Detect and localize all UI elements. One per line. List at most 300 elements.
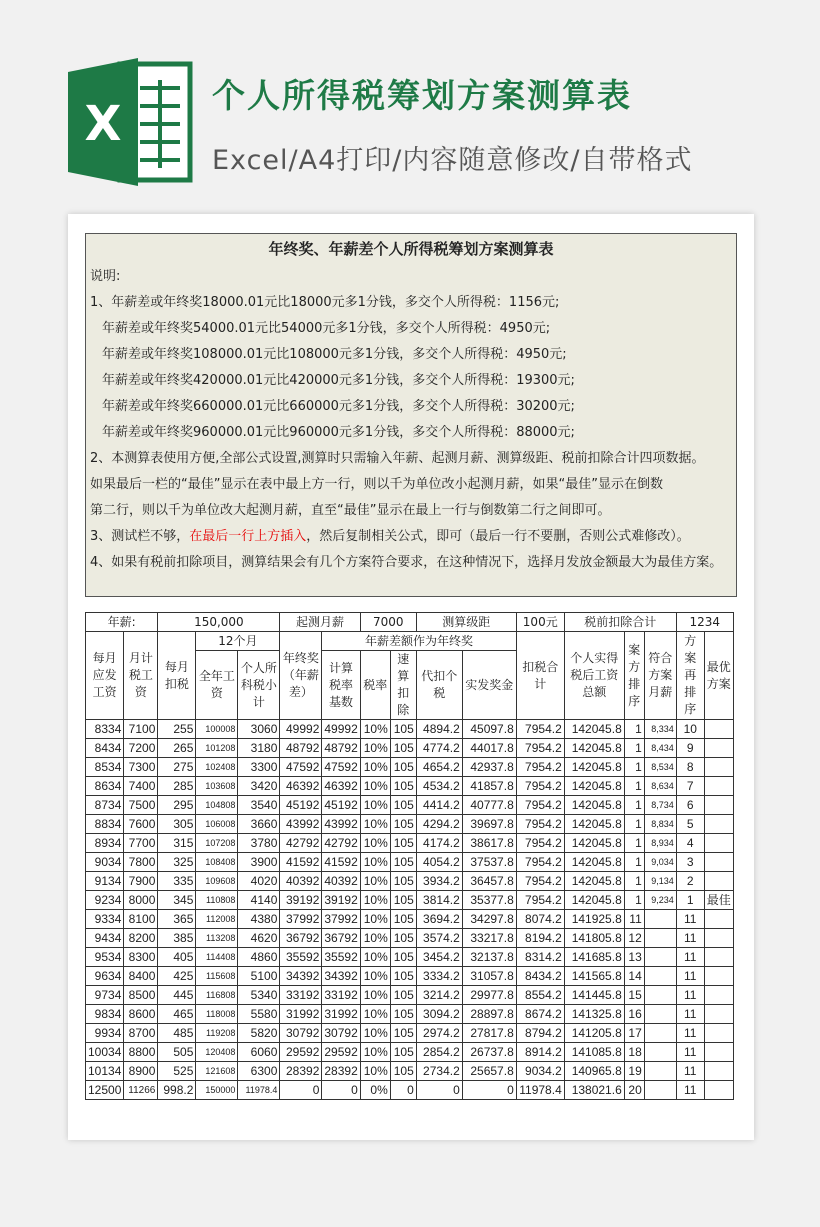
table-cell[interactable]: 37992 — [280, 910, 322, 929]
table-cell[interactable]: 29592 — [280, 1043, 322, 1062]
table-cell[interactable]: 0% — [360, 1081, 390, 1100]
table-cell[interactable]: 8914.2 — [516, 1043, 564, 1062]
table-cell[interactable]: 315 — [158, 834, 196, 853]
table-cell[interactable]: 34392 — [280, 967, 322, 986]
table-cell[interactable]: 36792 — [322, 929, 360, 948]
table-cell[interactable]: 112008 — [196, 910, 238, 929]
table-cell[interactable]: 4020 — [238, 872, 280, 891]
table-cell[interactable]: 33192 — [322, 986, 360, 1005]
table-cell[interactable]: 113208 — [196, 929, 238, 948]
table-cell[interactable]: 10% — [360, 796, 390, 815]
table-cell[interactable]: 49992 — [322, 720, 360, 739]
table-cell[interactable] — [644, 967, 676, 986]
table-cell[interactable]: 1 — [624, 796, 644, 815]
table-cell[interactable]: 103608 — [196, 777, 238, 796]
table-cell[interactable]: 7600 — [124, 815, 158, 834]
table-cell[interactable]: 11 — [676, 1081, 704, 1100]
table-cell[interactable]: 4894.2 — [416, 720, 462, 739]
table-cell[interactable]: 11 — [676, 1024, 704, 1043]
table-cell[interactable]: 11 — [624, 910, 644, 929]
table-cell[interactable]: 7100 — [124, 720, 158, 739]
table-cell[interactable]: 0 — [462, 1081, 516, 1100]
table-cell[interactable]: 8,334 — [644, 720, 676, 739]
table-cell[interactable]: 485 — [158, 1024, 196, 1043]
table-cell[interactable]: 9134 — [86, 872, 124, 891]
table-cell[interactable]: 3780 — [238, 834, 280, 853]
table-cell[interactable] — [704, 1081, 733, 1100]
table-cell[interactable]: 34392 — [322, 967, 360, 986]
table-cell[interactable]: 105 — [390, 720, 416, 739]
table-cell[interactable]: 425 — [158, 967, 196, 986]
table-cell[interactable]: 39697.8 — [462, 815, 516, 834]
table-cell[interactable]: 141565.8 — [564, 967, 624, 986]
table-cell[interactable]: 140965.8 — [564, 1062, 624, 1081]
table-cell[interactable]: 108408 — [196, 853, 238, 872]
table-cell[interactable]: 9 — [676, 739, 704, 758]
table-cell[interactable]: 1 — [624, 872, 644, 891]
table-cell[interactable]: 109608 — [196, 872, 238, 891]
table-cell[interactable] — [644, 1062, 676, 1081]
table-cell[interactable]: 9834 — [86, 1005, 124, 1024]
table-cell[interactable] — [704, 872, 733, 891]
table-cell[interactable]: 105 — [390, 1062, 416, 1081]
table-cell[interactable] — [704, 948, 733, 967]
table-cell[interactable]: 最佳 — [704, 891, 733, 910]
table-cell[interactable]: 8634 — [86, 777, 124, 796]
table-cell[interactable]: 105 — [390, 777, 416, 796]
table-cell[interactable] — [704, 815, 733, 834]
table-cell[interactable]: 3214.2 — [416, 986, 462, 1005]
table-cell[interactable]: 5340 — [238, 986, 280, 1005]
table-cell[interactable]: 255 — [158, 720, 196, 739]
table-cell[interactable]: 10134 — [86, 1062, 124, 1081]
table-cell[interactable]: 8534 — [86, 758, 124, 777]
table-cell[interactable]: 3454.2 — [416, 948, 462, 967]
table-cell[interactable]: 141445.8 — [564, 986, 624, 1005]
table-cell[interactable]: 10% — [360, 777, 390, 796]
table-cell[interactable]: 9,134 — [644, 872, 676, 891]
table-cell[interactable]: 25657.8 — [462, 1062, 516, 1081]
table-cell[interactable]: 39192 — [280, 891, 322, 910]
table-cell[interactable]: 45192 — [322, 796, 360, 815]
table-cell[interactable] — [704, 739, 733, 758]
table-cell[interactable]: 26737.8 — [462, 1043, 516, 1062]
table-cell[interactable]: 8900 — [124, 1062, 158, 1081]
table-cell[interactable]: 11266 — [124, 1081, 158, 1100]
table-cell[interactable]: 335 — [158, 872, 196, 891]
table-cell[interactable] — [704, 720, 733, 739]
table-cell[interactable]: 45097.8 — [462, 720, 516, 739]
table-cell[interactable]: 141805.8 — [564, 929, 624, 948]
table-cell[interactable]: 33217.8 — [462, 929, 516, 948]
table-cell[interactable]: 8434 — [86, 739, 124, 758]
table-cell[interactable]: 40392 — [322, 872, 360, 891]
table-cell[interactable] — [704, 1024, 733, 1043]
table-cell[interactable]: 106008 — [196, 815, 238, 834]
table-cell[interactable]: 7954.2 — [516, 758, 564, 777]
table-cell[interactable]: 9634 — [86, 967, 124, 986]
table-cell[interactable]: 40777.8 — [462, 796, 516, 815]
table-cell[interactable]: 8500 — [124, 986, 158, 1005]
table-cell[interactable] — [704, 758, 733, 777]
table-cell[interactable]: 0 — [390, 1081, 416, 1100]
table-cell[interactable]: 48792 — [280, 739, 322, 758]
table-cell[interactable]: 35592 — [280, 948, 322, 967]
table-cell[interactable] — [644, 986, 676, 1005]
table-cell[interactable]: 105 — [390, 1005, 416, 1024]
table-cell[interactable]: 1 — [624, 815, 644, 834]
table-cell[interactable]: 42792 — [280, 834, 322, 853]
table-cell[interactable]: 3180 — [238, 739, 280, 758]
table-cell[interactable]: 4654.2 — [416, 758, 462, 777]
table-cell[interactable]: 7700 — [124, 834, 158, 853]
table-cell[interactable]: 9034 — [86, 853, 124, 872]
table-cell[interactable]: 142045.8 — [564, 796, 624, 815]
table-cell[interactable]: 45192 — [280, 796, 322, 815]
table-cell[interactable]: 9934 — [86, 1024, 124, 1043]
table-cell[interactable]: 10% — [360, 815, 390, 834]
table-cell[interactable]: 8314.2 — [516, 948, 564, 967]
table-cell[interactable]: 3660 — [238, 815, 280, 834]
table-cell[interactable]: 8194.2 — [516, 929, 564, 948]
table-cell[interactable]: 8,634 — [644, 777, 676, 796]
table-cell[interactable]: 27817.8 — [462, 1024, 516, 1043]
table-cell[interactable]: 10% — [360, 986, 390, 1005]
table-cell[interactable]: 36792 — [280, 929, 322, 948]
table-cell[interactable]: 105 — [390, 891, 416, 910]
table-cell[interactable]: 1 — [624, 720, 644, 739]
table-cell[interactable]: 295 — [158, 796, 196, 815]
table-cell[interactable]: 105 — [390, 1024, 416, 1043]
table-cell[interactable]: 13 — [624, 948, 644, 967]
table-cell[interactable]: 8554.2 — [516, 986, 564, 1005]
salary-input[interactable]: 150,000 — [158, 613, 280, 632]
table-cell[interactable]: 8600 — [124, 1005, 158, 1024]
table-cell[interactable]: 15 — [624, 986, 644, 1005]
table-cell[interactable]: 3934.2 — [416, 872, 462, 891]
table-cell[interactable]: 150000 — [196, 1081, 238, 1100]
table-cell[interactable]: 525 — [158, 1062, 196, 1081]
table-cell[interactable]: 41857.8 — [462, 777, 516, 796]
table-cell[interactable]: 10% — [360, 910, 390, 929]
table-cell[interactable]: 10% — [360, 758, 390, 777]
table-cell[interactable]: 8 — [676, 758, 704, 777]
table-cell[interactable]: 12500 — [86, 1081, 124, 1100]
table-cell[interactable]: 1 — [624, 834, 644, 853]
table-cell[interactable]: 9034.2 — [516, 1062, 564, 1081]
table-cell[interactable]: 33192 — [280, 986, 322, 1005]
table-cell[interactable]: 30792 — [322, 1024, 360, 1043]
table-cell[interactable]: 16 — [624, 1005, 644, 1024]
table-cell[interactable]: 38617.8 — [462, 834, 516, 853]
table-cell[interactable]: 8,934 — [644, 834, 676, 853]
table-cell[interactable] — [644, 1005, 676, 1024]
table-cell[interactable]: 8674.2 — [516, 1005, 564, 1024]
table-cell[interactable]: 7954.2 — [516, 777, 564, 796]
table-cell[interactable]: 10% — [360, 891, 390, 910]
table-cell[interactable] — [704, 834, 733, 853]
table-cell[interactable]: 365 — [158, 910, 196, 929]
table-cell[interactable]: 3300 — [238, 758, 280, 777]
table-cell[interactable]: 37537.8 — [462, 853, 516, 872]
table-cell[interactable]: 11 — [676, 967, 704, 986]
table-cell[interactable]: 325 — [158, 853, 196, 872]
table-cell[interactable]: 285 — [158, 777, 196, 796]
table-cell[interactable]: 8300 — [124, 948, 158, 967]
table-cell[interactable] — [644, 929, 676, 948]
table-cell[interactable]: 101208 — [196, 739, 238, 758]
table-cell[interactable]: 17 — [624, 1024, 644, 1043]
table-cell[interactable]: 1 — [624, 853, 644, 872]
table-cell[interactable]: 142045.8 — [564, 872, 624, 891]
table-cell[interactable]: 8934 — [86, 834, 124, 853]
table-cell[interactable]: 105 — [390, 758, 416, 777]
deduct-input[interactable]: 1234 — [676, 613, 733, 632]
table-cell[interactable]: 3334.2 — [416, 967, 462, 986]
table-cell[interactable]: 10% — [360, 1024, 390, 1043]
table-cell[interactable]: 998.2 — [158, 1081, 196, 1100]
table-cell[interactable]: 11 — [676, 1043, 704, 1062]
table-cell[interactable]: 19 — [624, 1062, 644, 1081]
table-cell[interactable] — [704, 853, 733, 872]
table-cell[interactable]: 9234 — [86, 891, 124, 910]
table-cell[interactable]: 7954.2 — [516, 853, 564, 872]
table-cell[interactable]: 7 — [676, 777, 704, 796]
table-cell[interactable]: 8800 — [124, 1043, 158, 1062]
table-cell[interactable]: 10% — [360, 948, 390, 967]
table-cell[interactable]: 46392 — [280, 777, 322, 796]
table-cell[interactable]: 105 — [390, 853, 416, 872]
table-cell[interactable]: 10% — [360, 739, 390, 758]
table-cell[interactable]: 114408 — [196, 948, 238, 967]
table-cell[interactable]: 1 — [624, 758, 644, 777]
table-cell[interactable]: 6 — [676, 796, 704, 815]
table-cell[interactable] — [704, 1062, 733, 1081]
table-cell[interactable]: 41592 — [280, 853, 322, 872]
table-cell[interactable]: 9,234 — [644, 891, 676, 910]
table-cell[interactable]: 31992 — [322, 1005, 360, 1024]
table-cell[interactable]: 7954.2 — [516, 739, 564, 758]
table-cell[interactable]: 142045.8 — [564, 739, 624, 758]
table-cell[interactable]: 3 — [676, 853, 704, 872]
table-cell[interactable]: 41592 — [322, 853, 360, 872]
table-cell[interactable]: 142045.8 — [564, 777, 624, 796]
table-cell[interactable]: 35592 — [322, 948, 360, 967]
table-cell[interactable]: 9534 — [86, 948, 124, 967]
table-cell[interactable]: 3540 — [238, 796, 280, 815]
table-cell[interactable]: 8,734 — [644, 796, 676, 815]
table-cell[interactable]: 14 — [624, 967, 644, 986]
table-cell[interactable] — [704, 910, 733, 929]
table-cell[interactable] — [644, 1024, 676, 1043]
table-cell[interactable]: 8000 — [124, 891, 158, 910]
table-cell[interactable]: 5580 — [238, 1005, 280, 1024]
table-cell[interactable]: 4054.2 — [416, 853, 462, 872]
table-cell[interactable]: 1 — [624, 739, 644, 758]
table-cell[interactable]: 0 — [322, 1081, 360, 1100]
table-cell[interactable]: 48792 — [322, 739, 360, 758]
table-cell[interactable] — [704, 1005, 733, 1024]
table-cell[interactable]: 28392 — [280, 1062, 322, 1081]
table-cell[interactable]: 7900 — [124, 872, 158, 891]
table-cell[interactable] — [644, 1043, 676, 1062]
step-input[interactable]: 100元 — [516, 613, 564, 632]
table-cell[interactable]: 3060 — [238, 720, 280, 739]
table-cell[interactable]: 4294.2 — [416, 815, 462, 834]
table-cell[interactable] — [704, 796, 733, 815]
table-cell[interactable]: 10% — [360, 834, 390, 853]
table-cell[interactable]: 3694.2 — [416, 910, 462, 929]
table-cell[interactable]: 110808 — [196, 891, 238, 910]
table-cell[interactable]: 5100 — [238, 967, 280, 986]
table-cell[interactable]: 1 — [676, 891, 704, 910]
table-cell[interactable]: 465 — [158, 1005, 196, 1024]
table-cell[interactable]: 7954.2 — [516, 796, 564, 815]
table-cell[interactable]: 105 — [390, 910, 416, 929]
table-cell[interactable]: 7954.2 — [516, 872, 564, 891]
table-cell[interactable]: 385 — [158, 929, 196, 948]
table-cell[interactable] — [644, 910, 676, 929]
table-cell[interactable]: 2 — [676, 872, 704, 891]
table-cell[interactable]: 4774.2 — [416, 739, 462, 758]
table-cell[interactable]: 142045.8 — [564, 815, 624, 834]
table-cell[interactable]: 31992 — [280, 1005, 322, 1024]
table-cell[interactable]: 42937.8 — [462, 758, 516, 777]
table-cell[interactable]: 4174.2 — [416, 834, 462, 853]
table-cell[interactable]: 1 — [624, 777, 644, 796]
table-cell[interactable]: 3814.2 — [416, 891, 462, 910]
table-cell[interactable]: 11 — [676, 1062, 704, 1081]
table-cell[interactable]: 8074.2 — [516, 910, 564, 929]
table-cell[interactable]: 107208 — [196, 834, 238, 853]
table-cell[interactable]: 9,034 — [644, 853, 676, 872]
table-cell[interactable]: 141205.8 — [564, 1024, 624, 1043]
table-cell[interactable] — [644, 1081, 676, 1100]
table-cell[interactable]: 2734.2 — [416, 1062, 462, 1081]
table-cell[interactable]: 29977.8 — [462, 986, 516, 1005]
table-cell[interactable]: 8400 — [124, 967, 158, 986]
table-cell[interactable]: 2854.2 — [416, 1043, 462, 1062]
table-cell[interactable]: 104808 — [196, 796, 238, 815]
table-cell[interactable]: 20 — [624, 1081, 644, 1100]
table-cell[interactable]: 141925.8 — [564, 910, 624, 929]
table-cell[interactable]: 7954.2 — [516, 834, 564, 853]
table-cell[interactable]: 47592 — [322, 758, 360, 777]
table-cell[interactable]: 46392 — [322, 777, 360, 796]
table-cell[interactable]: 11 — [676, 948, 704, 967]
table-cell[interactable]: 8,434 — [644, 739, 676, 758]
table-cell[interactable]: 121608 — [196, 1062, 238, 1081]
table-cell[interactable]: 141085.8 — [564, 1043, 624, 1062]
table-cell[interactable]: 4140 — [238, 891, 280, 910]
table-cell[interactable] — [704, 1043, 733, 1062]
table-cell[interactable]: 30792 — [280, 1024, 322, 1043]
table-cell[interactable]: 7400 — [124, 777, 158, 796]
table-cell[interactable]: 10% — [360, 929, 390, 948]
table-cell[interactable]: 36457.8 — [462, 872, 516, 891]
table-cell[interactable]: 10% — [360, 1062, 390, 1081]
table-cell[interactable] — [704, 986, 733, 1005]
table-cell[interactable]: 43992 — [280, 815, 322, 834]
table-cell[interactable]: 11 — [676, 986, 704, 1005]
table-cell[interactable]: 3094.2 — [416, 1005, 462, 1024]
table-cell[interactable]: 1 — [624, 891, 644, 910]
table-cell[interactable]: 105 — [390, 834, 416, 853]
table-cell[interactable]: 7954.2 — [516, 720, 564, 739]
table-cell[interactable]: 10% — [360, 720, 390, 739]
table-cell[interactable]: 142045.8 — [564, 758, 624, 777]
table-cell[interactable]: 3574.2 — [416, 929, 462, 948]
table-cell[interactable]: 142045.8 — [564, 834, 624, 853]
table-cell[interactable] — [704, 929, 733, 948]
table-cell[interactable]: 39192 — [322, 891, 360, 910]
table-cell[interactable]: 8334 — [86, 720, 124, 739]
table-cell[interactable]: 105 — [390, 1043, 416, 1062]
start-salary-input[interactable]: 7000 — [360, 613, 416, 632]
table-cell[interactable]: 105 — [390, 796, 416, 815]
table-cell[interactable]: 10% — [360, 1043, 390, 1062]
table-cell[interactable]: 4620 — [238, 929, 280, 948]
table-cell[interactable]: 2974.2 — [416, 1024, 462, 1043]
table-cell[interactable]: 119208 — [196, 1024, 238, 1043]
table-cell[interactable]: 8,834 — [644, 815, 676, 834]
table-cell[interactable]: 7800 — [124, 853, 158, 872]
table-cell[interactable]: 10034 — [86, 1043, 124, 1062]
table-cell[interactable]: 35377.8 — [462, 891, 516, 910]
table-cell[interactable]: 138021.6 — [564, 1081, 624, 1100]
table-cell[interactable]: 9734 — [86, 986, 124, 1005]
table-cell[interactable]: 105 — [390, 929, 416, 948]
table-cell[interactable]: 3900 — [238, 853, 280, 872]
table-cell[interactable]: 141325.8 — [564, 1005, 624, 1024]
table-cell[interactable]: 8100 — [124, 910, 158, 929]
table-cell[interactable]: 4860 — [238, 948, 280, 967]
table-cell[interactable]: 11 — [676, 910, 704, 929]
table-cell[interactable]: 105 — [390, 948, 416, 967]
table-cell[interactable]: 5 — [676, 815, 704, 834]
table-cell[interactable]: 7200 — [124, 739, 158, 758]
table-cell[interactable]: 305 — [158, 815, 196, 834]
table-cell[interactable]: 37992 — [322, 910, 360, 929]
table-cell[interactable]: 105 — [390, 815, 416, 834]
table-cell[interactable]: 115608 — [196, 967, 238, 986]
table-cell[interactable]: 142045.8 — [564, 853, 624, 872]
table-cell[interactable]: 11978.4 — [238, 1081, 280, 1100]
table-cell[interactable]: 105 — [390, 986, 416, 1005]
table-cell[interactable] — [704, 777, 733, 796]
table-cell[interactable] — [644, 948, 676, 967]
table-cell[interactable]: 141685.8 — [564, 948, 624, 967]
table-cell[interactable] — [704, 967, 733, 986]
table-cell[interactable]: 505 — [158, 1043, 196, 1062]
table-cell[interactable]: 5820 — [238, 1024, 280, 1043]
table-cell[interactable]: 31057.8 — [462, 967, 516, 986]
table-cell[interactable]: 142045.8 — [564, 720, 624, 739]
table-cell[interactable]: 405 — [158, 948, 196, 967]
table-cell[interactable]: 28897.8 — [462, 1005, 516, 1024]
table-cell[interactable]: 28392 — [322, 1062, 360, 1081]
table-cell[interactable]: 8794.2 — [516, 1024, 564, 1043]
table-cell[interactable]: 4380 — [238, 910, 280, 929]
table-cell[interactable]: 6300 — [238, 1062, 280, 1081]
table-cell[interactable]: 34297.8 — [462, 910, 516, 929]
table-cell[interactable]: 49992 — [280, 720, 322, 739]
table-cell[interactable]: 4414.2 — [416, 796, 462, 815]
table-cell[interactable]: 11 — [676, 929, 704, 948]
table-cell[interactable]: 8,534 — [644, 758, 676, 777]
table-cell[interactable]: 445 — [158, 986, 196, 1005]
table-cell[interactable]: 345 — [158, 891, 196, 910]
